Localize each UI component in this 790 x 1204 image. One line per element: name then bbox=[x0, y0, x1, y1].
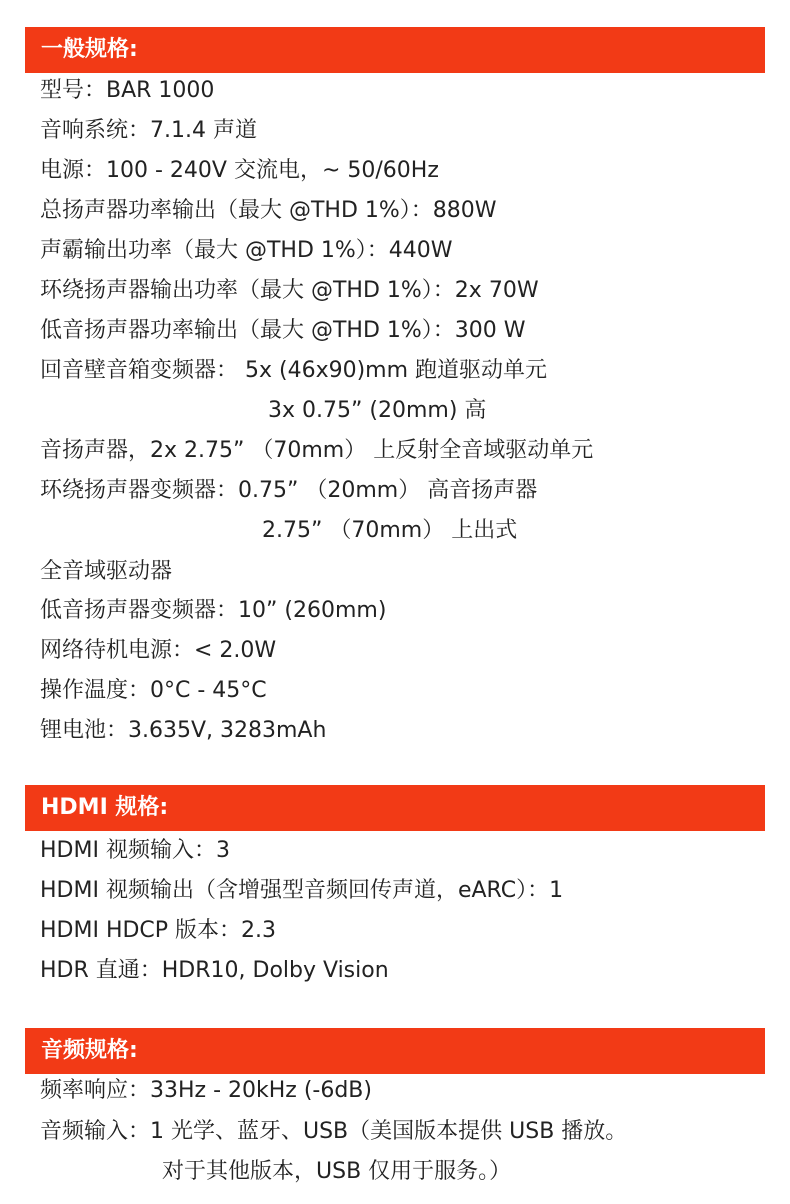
spec-surround-transducer-cont: 2.75” （70mm） 上出式 bbox=[262, 518, 518, 543]
spec-soundbar-output: 声霸输出功率（最大 @THD 1%）：440W bbox=[40, 238, 453, 263]
spec-hdmi-input: HDMI 视频输入：3 bbox=[40, 838, 230, 863]
spec-hdr-passthrough: HDR 直通：HDR10, Dolby Vision bbox=[40, 958, 389, 983]
spec-operating-temp: 操作温度：0°C - 45°C bbox=[40, 678, 267, 703]
general-specs-header: 一般规格: bbox=[25, 27, 765, 73]
spec-surround-transducer: 环绕扬声器变频器：0.75” （20mm） 高音扬声器 bbox=[40, 478, 538, 503]
spec-subwoofer-output: 低音扬声器功率输出（最大 @THD 1%）：300 W bbox=[40, 318, 526, 343]
spec-audio-inputs: 音频输入：1 光学、蓝牙、USB（美国版本提供 USB 播放。 bbox=[40, 1119, 628, 1144]
audio-specs-header: 音频规格: bbox=[25, 1028, 765, 1074]
spec-soundbar-transducer-cont: 3x 0.75” (20mm) 高 bbox=[268, 398, 487, 423]
spec-hdmi-output: HDMI 视频输出（含增强型音频回传声道，eARC）：1 bbox=[40, 878, 564, 903]
spec-total-output: 总扬声器功率输出（最大 @THD 1%）：880W bbox=[40, 198, 497, 223]
spec-hdcp-version: HDMI HDCP 版本：2.3 bbox=[40, 918, 277, 943]
spec-subwoofer-transducer: 低音扬声器变频器：10” (260mm) bbox=[40, 598, 387, 623]
spec-network-standby: 网络待机电源：< 2.0W bbox=[40, 638, 277, 663]
spec-upfiring-driver: 音扬声器，2x 2.75” （70mm） 上反射全音域驱动单元 bbox=[40, 438, 594, 463]
spec-frequency-response: 频率响应：33Hz - 20kHz (-6dB) bbox=[40, 1078, 372, 1103]
spec-power-supply: 电源：100 - 240V 交流电，~ 50/60Hz bbox=[40, 158, 439, 183]
spec-full-range-driver: 全音域驱动器 bbox=[40, 559, 173, 584]
spec-audio-inputs-cont: 对于其他版本，USB 仅用于服务。） bbox=[162, 1159, 512, 1184]
spec-model: 型号：BAR 1000 bbox=[40, 78, 215, 103]
spec-soundbar-transducer: 回音壁音箱变频器： 5x (46x90)mm 跑道驱动单元 bbox=[40, 358, 548, 383]
spec-sound-system: 音响系统：7.1.4 声道 bbox=[40, 118, 257, 143]
hdmi-specs-header: HDMI 规格: bbox=[25, 785, 765, 831]
spec-battery: 锂电池：3.635V, 3283mAh bbox=[40, 718, 327, 743]
spec-surround-output: 环绕扬声器输出功率（最大 @THD 1%）：2x 70W bbox=[40, 278, 539, 303]
